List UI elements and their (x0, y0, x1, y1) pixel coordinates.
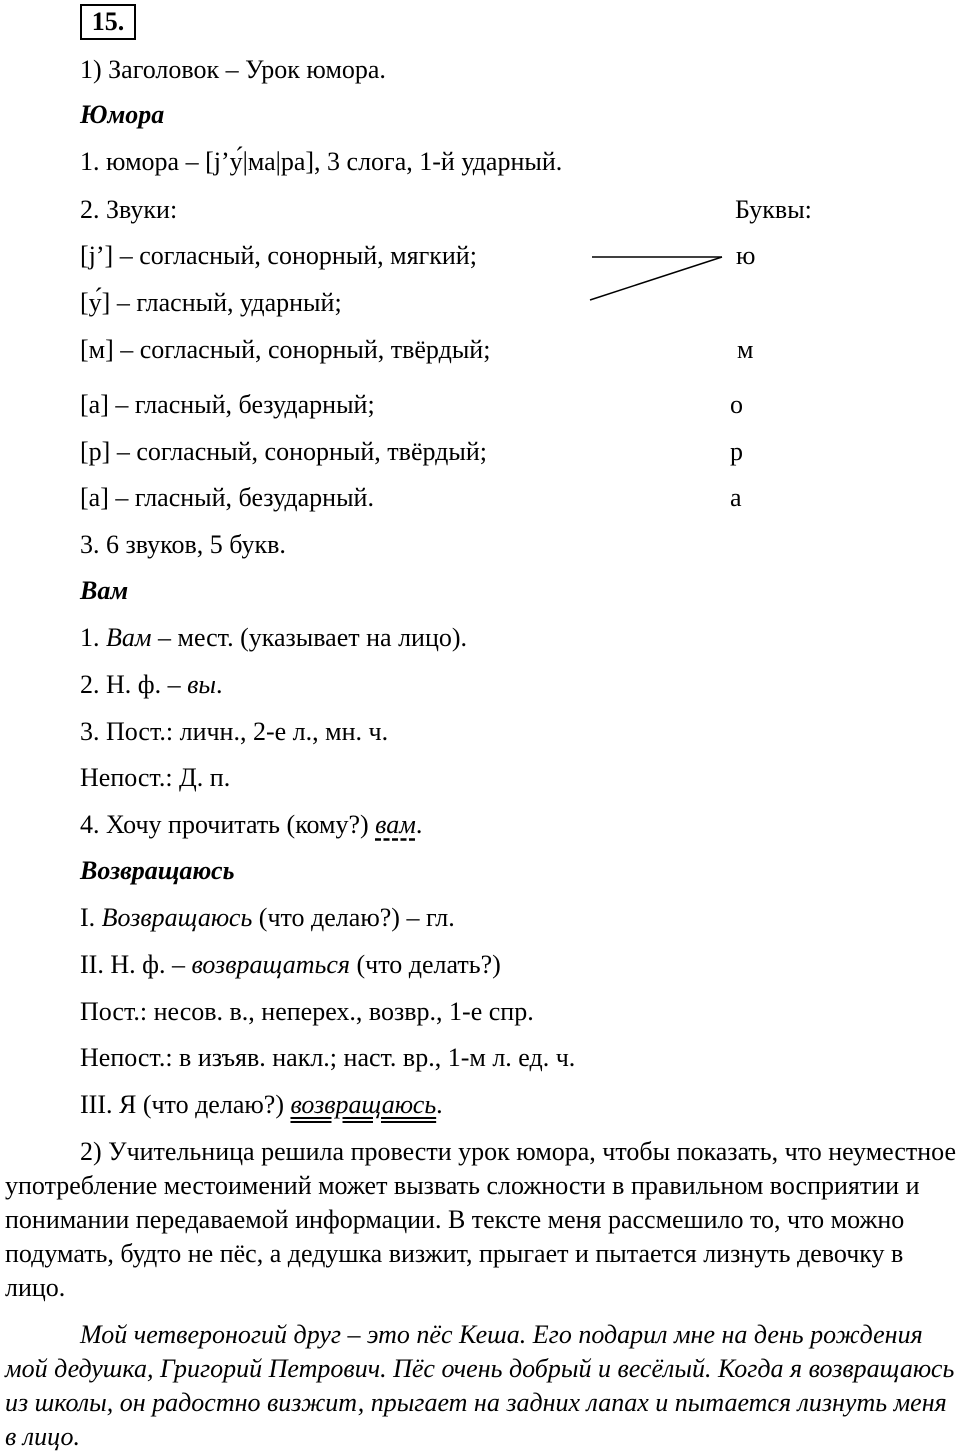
line-text: 4. Хочу прочитать (кому?) (80, 810, 369, 839)
analyzed-word: Вам (106, 623, 152, 652)
story-paragraph (5, 1318, 960, 1454)
initial-form: возвращаться (191, 950, 350, 979)
part2-text: 2) Учительница решила провести урок юмора, чтобы показать, что неуместное употребление местоимений может вызвать сложности в правильном восприятии и понимании передаваемой информации. В тексте меня рассмешило то, что можно подумать, будто не пёс, а дедушка визжит, прыгает и пытается лизнуть девочку в лицо. (5, 1137, 957, 1302)
initial-form: вы (187, 670, 217, 699)
letter-item: м (737, 335, 754, 364)
punctuation: . (436, 1090, 443, 1119)
punctuation: . (415, 810, 423, 839)
letters-label: Буквы: (735, 195, 812, 224)
sound-item: [м] – согласный, сонорный, твёрдый; (80, 335, 491, 364)
connector-line (590, 257, 722, 300)
item-number: 1. (80, 623, 100, 652)
sound-item: [р] – согласный, сонорный, твёрдый; (80, 437, 487, 466)
word2-title: Вам (80, 576, 129, 605)
line-text: 2. Н. ф. – (80, 670, 181, 699)
word3-line1 (80, 903, 455, 933)
word3-title: Возвращаюсь (80, 856, 235, 885)
word1-summary: 3. 6 звуков, 5 букв. (80, 530, 286, 559)
sound-item: [а] – гласный, безударный. (80, 483, 374, 512)
word2-line4: Непост.: Д. п. (80, 763, 231, 792)
analyzed-word: Возвращаюсь (101, 903, 253, 932)
exercise-number: 15. (80, 4, 136, 40)
word1-title: Юмора (80, 100, 165, 129)
letter-item: ю (736, 241, 756, 270)
sound-item: [у́] – гласный, ударный; (80, 288, 342, 317)
part2-paragraph (5, 1135, 960, 1305)
letter-item: о (730, 390, 743, 419)
line-text: (что делать?) (356, 950, 501, 979)
word2-line1 (80, 623, 467, 653)
underlined-word: вам (375, 810, 416, 839)
word3-line2 (80, 950, 501, 980)
sounds-label: 2. Звуки: (80, 195, 178, 224)
line-text: – мест. (указывает на лицо). (157, 623, 468, 652)
sound-item: [j’] – согласный, сонорный, мягкий; (80, 241, 477, 270)
word1-transcription-line: 1. юмора – [j’у́|ма|ра], 3 слога, 1-й ударный. (80, 147, 563, 176)
line-text: II. Н. ф. – (80, 950, 185, 979)
line-text: III. Я (что делаю?) (80, 1090, 284, 1119)
letter-item: а (730, 483, 742, 512)
punctuation: . (216, 670, 223, 699)
word2-line5 (80, 810, 422, 840)
word3-line5 (80, 1090, 443, 1120)
letter-item: р (730, 437, 743, 466)
item-number: I. (80, 903, 96, 932)
underlined-word: возвращаюсь (290, 1090, 437, 1119)
word3-line3: Пост.: несов. в., неперех., возвр., 1-е спр. (80, 997, 534, 1026)
word2-line2 (80, 670, 223, 700)
word3-line4: Непост.: в изъяв. накл.; наст. вр., 1-м л. ед. ч. (80, 1043, 576, 1072)
story-text: Мой четвероногий друг – это пёс Кеша. Его подарил мне на день рождения мой дедушка, Григорий Петрович. Пёс очень добрый и весёлый. Когда я возвращаюсь из школы, он радостно визжит, прыгает на задних лапах и пытается лизнуть меня в лицо. (5, 1320, 955, 1451)
part1-heading-line: 1) Заголовок – Урок юмора. (80, 55, 386, 84)
sound-item: [а] – гласный, безударный; (80, 390, 375, 419)
line-text: (что делаю?) – гл. (258, 903, 455, 932)
word2-line3: 3. Пост.: личн., 2-е л., мн. ч. (80, 717, 389, 746)
